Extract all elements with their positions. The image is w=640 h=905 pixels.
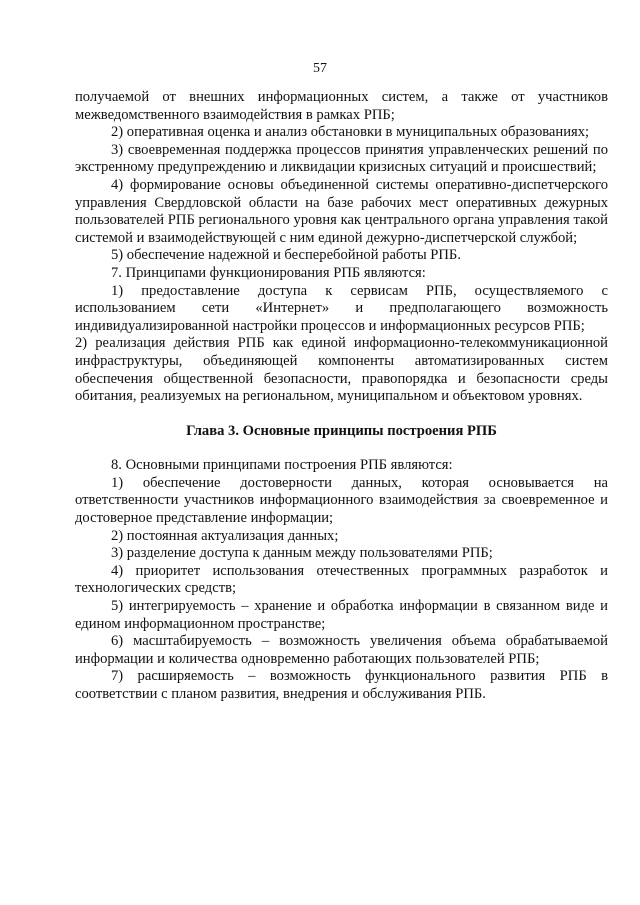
paragraph: получаемой от внешних информационных систем, а также от участников межведомственного взаимодействия в рамках РПБ; bbox=[75, 89, 608, 123]
paragraph: 7. Принципами функционирования РПБ являются: bbox=[111, 264, 426, 281]
paragraph: 2) постоянная актуализация данных; bbox=[111, 527, 339, 544]
paragraph: 1) обеспечение достоверности данных, которая основывается на ответственности участников информационного взаимодействия за своевременное и достоверное представление информации; bbox=[75, 474, 608, 527]
paragraph: 3) своевременная поддержка процессов принятия управленческих решений по экстренному предупреждению и ликвидации кризисных ситуаций и происшествий; bbox=[75, 141, 608, 176]
paragraph: 4) приоритет использования отечественных программных разработок и технологических средств; bbox=[75, 562, 608, 597]
paragraph: 3) разделение доступа к данным между пользователями РПБ; bbox=[111, 545, 493, 562]
paragraph: 1) предоставление доступа к сервисам РПБ, осуществляемого с использованием сети «Интернет» и предполагающего возможность индивидуализированной настройки процессов и информационных ресурсов РПБ; bbox=[75, 282, 608, 334]
paragraph: 2) оперативная оценка и анализ обстановки в муниципальных образованиях; bbox=[111, 124, 590, 141]
page-number: 57 bbox=[313, 61, 327, 76]
paragraph: 7) расширяемость – возможность функционального развития РПБ в соответствии с планом развития, внедрения и обслуживания РПБ. bbox=[75, 668, 608, 702]
chapter-heading: Глава 3. Основные принципы построения РПБ bbox=[186, 422, 497, 439]
paragraph-list-top bbox=[75, 89, 608, 406]
paragraph: 5) интегрируемость – хранение и обработка информации в связанном виде и едином информационном пространстве; bbox=[75, 598, 608, 632]
paragraph: 4) формирование основы объединенной системы оперативно-диспетчерского управления Свердловской области на базе рабочих мест оперативных дежурных пользователей РПБ регионального уровня как центрального органа управления такой системой и взаимодействующей с ним единой дежурно-диспетчерской службой; bbox=[75, 176, 608, 246]
paragraph: 5) обеспечение надежной и бесперебойной работы РПБ. bbox=[111, 247, 461, 264]
paragraph: 8. Основными принципами построения РПБ являются: bbox=[111, 457, 453, 474]
paragraph-list-bottom bbox=[75, 457, 608, 703]
paragraph: 6) масштабируемость – возможность увеличения объема обрабатываемой информации и количества одновременно работающих пользователей РПБ; bbox=[75, 633, 608, 667]
paragraph: 2) реализация действия РПБ как единой информационно-телекоммуникационной инфраструктуры, объединяющей компоненты автоматизированных систем обеспечения общественной безопасности, правопорядка и безопасности среды обитания, реализуемых на региональном, муниципальном и объектовом уровнях. bbox=[75, 335, 608, 405]
document-body bbox=[75, 89, 608, 704]
